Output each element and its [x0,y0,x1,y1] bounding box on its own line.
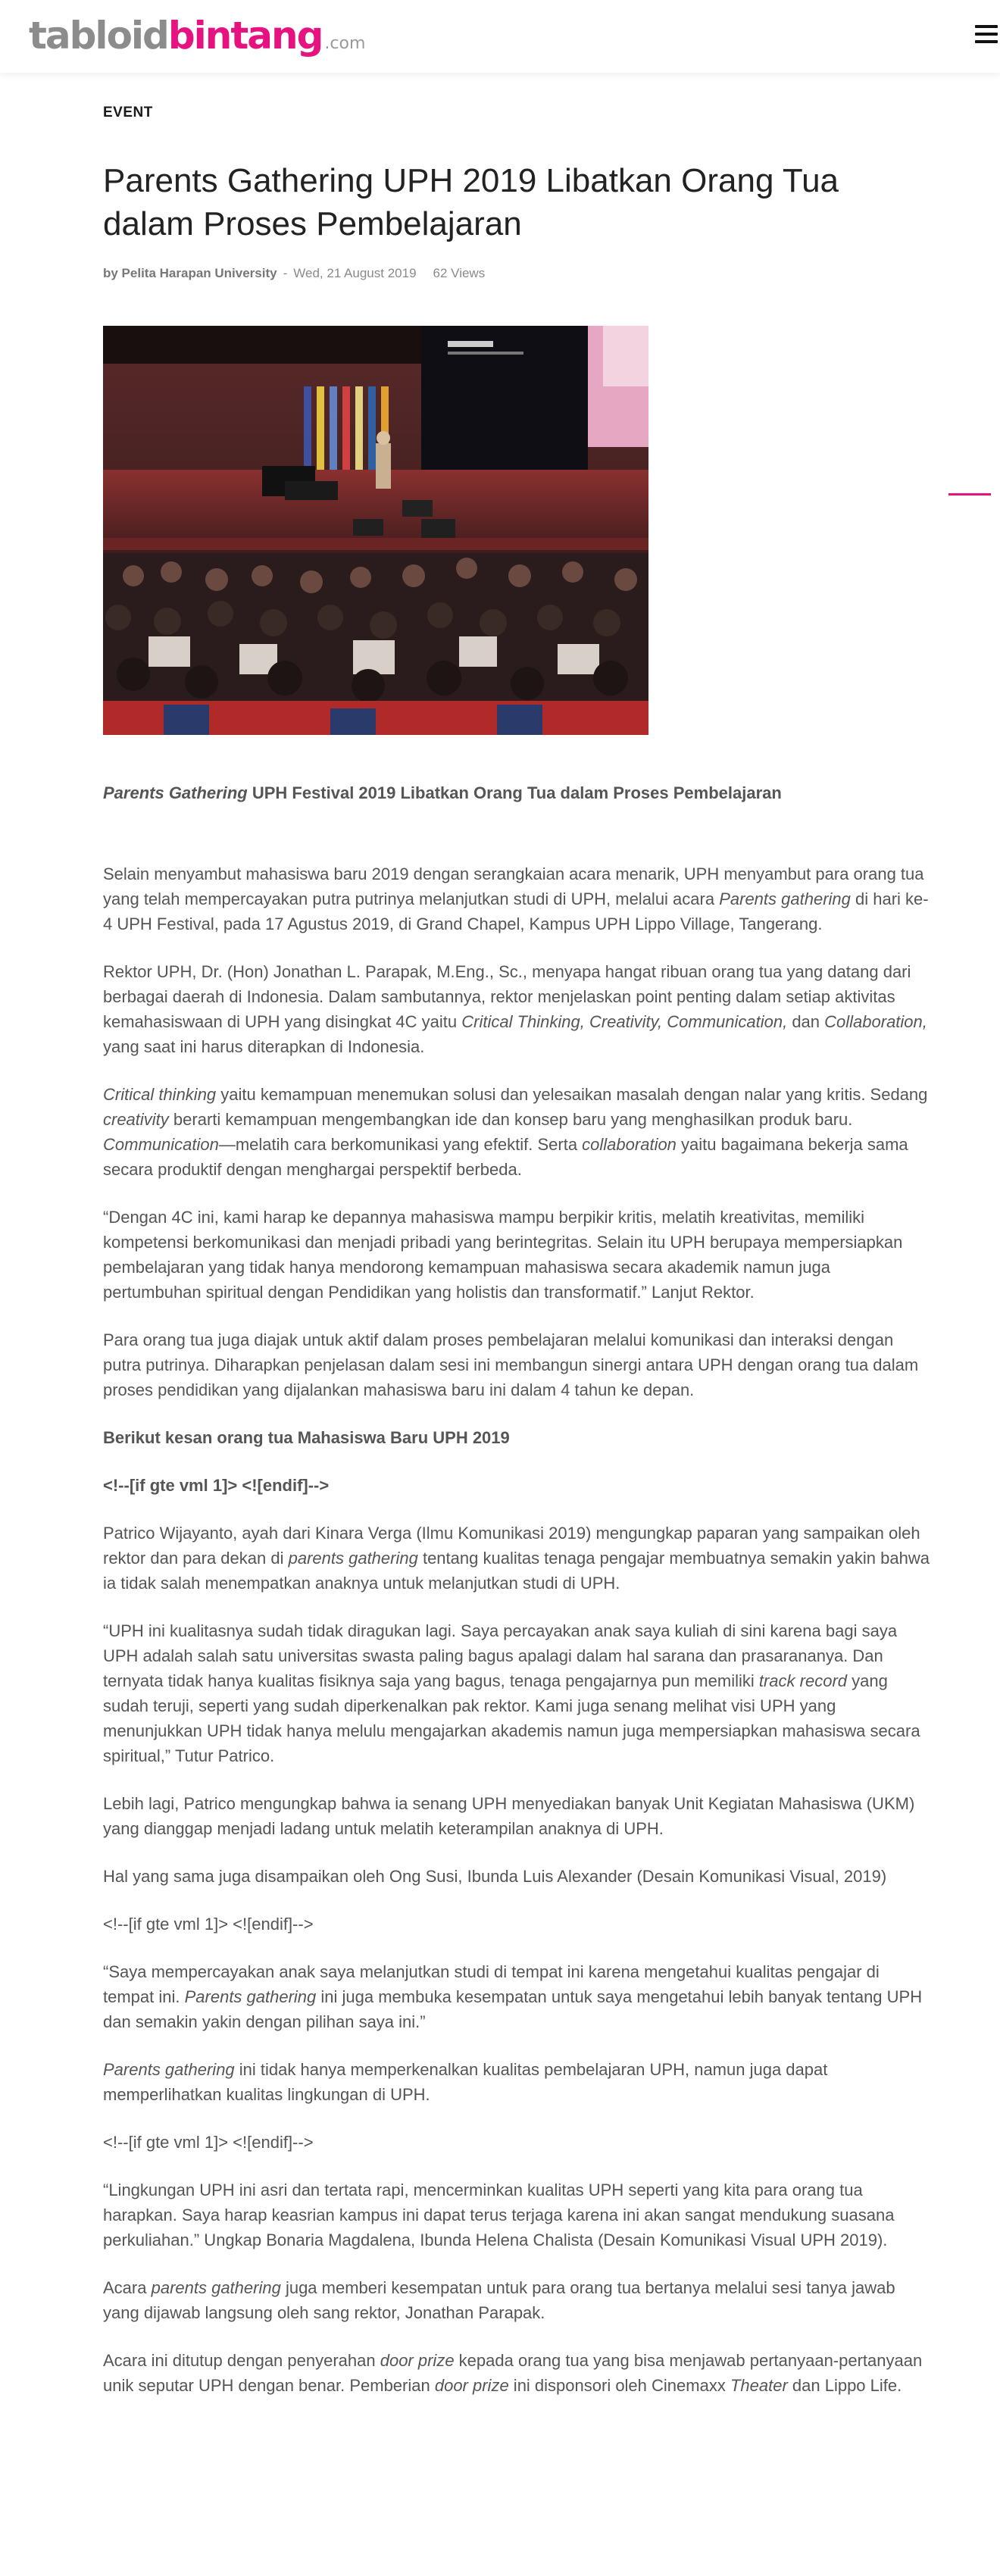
article-date: Wed, 21 August 2019 [293,266,417,280]
paragraph-text-run: kepada orang tua yang bisa menjawab pertanyaan-pertanyaan unik seputar UPH dengan benar. Pemberian [103,2351,923,2395]
site-logo[interactable] [29,14,365,59]
article-container [103,105,933,2421]
event-hall-image [103,326,648,735]
hamburger-menu-icon[interactable] [975,25,998,46]
article-paragraph [103,1959,933,2034]
article-paragraph [103,861,933,936]
article-paragraph [103,2348,933,2398]
paragraph-text-run: Rektor UPH, Dr. (Hon) Jonathan L. Parapak, M.Eng., Sc., menyapa hangat ribuan orang tua yang datang dari berbagai daerah di Indonesia. Dalam sambutannya, rektor menjelaskan point penting dalam setiap aktivitas kemahasiswaan di UPH yang disingkat 4C yaitu [103,962,911,1031]
article-category[interactable]: EVENT [103,105,153,120]
paragraph-italic-run: Communication [103,1135,219,1154]
article-paragraph [103,1791,933,1841]
paragraph-text-run: ini juga membuka kesempatan untuk saya mengetahui lebih banyak tentang UPH dan semakin yakin dengan pilihan saya ini.” [103,1987,923,2031]
article-paragraph [103,959,933,1059]
paragraph-text-run: Acara [103,2278,152,2297]
paragraph-text-run: <!--[if gte vml 1]> <![endif]--> [103,1476,330,1495]
article-paragraph [103,2177,933,2252]
paragraph-italic-run: Theater [730,2376,788,2395]
article-title: Parents Gathering UPH 2019 Libatkan Orang Tua dalam Proses Pembelajaran [103,162,839,242]
paragraph-italic-run: track record [758,1671,848,1690]
paragraph-italic-run: Critical thinking [103,1085,217,1104]
paragraph-text-run: tentang kualitas tenaga pengajar membuatnya semakin yakin bahwa ia tidak salah menempatkan anaknya untuk melanjutkan studi di UPH. [103,1549,930,1593]
paragraph-text-run: dan [787,1012,825,1031]
site-header [0,0,1000,73]
logo-text-domain: .com [324,34,366,53]
paragraph-text-run: <!--[if gte vml 1]> <![endif]--> [103,2133,314,2152]
paragraph-text-run: Lebih lagi, Patrico mengungkap bahwa ia senang UPH menyediakan banyak Unit Kegiatan Mahasiswa (UKM) yang dianggap menjadi ladang untuk melatih keterampilan anaknya di UPH. [103,1794,915,1838]
paragraph-text-run: juga memberi kesempatan untuk para orang tua bertanya melalui sesi tanya jawab yang dijawab langsung oleh sang rektor, Jonathan Parapak. [103,2278,895,2322]
meta-separator: - [283,266,288,280]
side-accent-line [948,493,991,496]
paragraph-text-run: Acara ini ditutup dengan penyerahan [103,2351,380,2370]
paragraph-italic-run: door prize [380,2351,455,2370]
paragraph-text-run: <!--[if gte vml 1]> <![endif]--> [103,1915,314,1934]
paragraph-text-run: di hari ke-4 UPH Festival, pada 17 Agustus 2019, di Grand Chapel, Kampus UPH Lippo Village, Tangerang. [103,889,929,933]
caption-italic: Parents Gathering [103,783,248,802]
logo-text-bintang: bintang [167,14,323,58]
paragraph-italic-run: Parents gathering [719,889,851,908]
paragraph-text-run: yang sudah teruji, seperti yang sudah diperkenalkan pak rektor. Kami juga senang melihat visi UPH yang menunjukkan UPH tidak hanya melulu mengajarkan akademis namun juga mempersiapkan mahasiswa secara spiritual,” Tutur Patrico. [103,1671,920,1765]
paragraph-text-run: “Lingkungan UPH ini asri dan tertata rapi, mencerminkan kualitas UPH seperti yang kita para orang tua harapkan. Saya harap keasrian kampus ini dapat terus terjaga karena ini akan sangat mendukung suasana perkuliahan.” Ungkap Bonaria Magdalena, Ibunda Helena Chalista (Desain Komunikasi Visual UPH 2019). [103,2181,895,2249]
paragraph-text-run: “UPH ini kualitasnya sudah tidak diragukan lagi. Saya percayakan anak saya kuliah di sini karena bagi saya UPH adalah salah satu universitas swasta paling bagus apalagi dalam hal sarana dan prasarananya. Dan ternyata tidak hanya kualitas fisiknya saja yang bagus, tenaga pengajarnya pun memiliki [103,1621,898,1690]
article-body [103,861,933,2398]
paragraph-text-run: ini tidak hanya memperkenalkan kualitas pembelajaran UPH, namun juga dapat memperlihatkan kualitas lingkungan di UPH. [103,2060,828,2104]
paragraph-text-run: Hal yang sama juga disampaikan oleh Ong Susi, Ibunda Luis Alexander (Desain Komunikasi Visual, 2019) [103,1867,887,1886]
article-paragraph [103,1618,933,1768]
paragraph-text-run: ini disponsori oleh Cinemaxx [508,2376,730,2395]
article-paragraph [103,2275,933,2325]
article-paragraph [103,1473,933,1498]
paragraph-text-run: Selain menyambut mahasiswa baru 2019 dengan serangkaian acara menarik, UPH menyambut para orang tua yang telah mempercayakan putra putrinya melanjutkan studi di UPH, melalui acara [103,864,924,908]
article-paragraph [103,2057,933,2107]
paragraph-italic-run: creativity [103,1110,169,1129]
logo-text-tabloid: tabloid [29,14,168,58]
article-paragraph [103,1327,933,1402]
paragraph-text-run: dan Lippo Life. [787,2376,902,2395]
paragraph-text-run: Para orang tua juga diajak untuk aktif dalam proses pembelajaran melalui komunikasi dan interaksi dengan putra putrinya. Diharapkan penjelasan dalam sesi ini membangun sinergi antara UPH dengan orang tua dalam proses pendidikan yang dijalankan mahasiswa baru ini dalam 4 tahun ke depan. [103,1330,919,1399]
paragraph-text-run: berarti kemampuan mengembangkan ide dan konsep baru yang menghasilkan produk baru. [168,1110,853,1129]
article-paragraph [103,1864,933,1889]
paragraph-italic-run: Critical Thinking, Creativity, Communication, [461,1012,788,1031]
article-paragraph [103,1521,933,1596]
article-paragraph [103,1082,933,1182]
paragraph-text-run: Berikut kesan orang tua Mahasiswa Baru UPH 2019 [103,1428,510,1447]
paragraph-text-run: yaitu kemampuan menemukan solusi dan yelesaikan masalah dengan nalar yang kritis. Sedang [216,1085,928,1104]
article-paragraph [103,1205,933,1305]
paragraph-text-run: yaitu bagaimana bekerja sama secara produktif dengan menghargai perspektif berbeda. [103,1135,908,1179]
paragraph-text-run: —melatih cara berkomunikasi yang efektif. Serta [218,1135,583,1154]
paragraph-italic-run: Parents gathering [184,1987,317,2006]
article-author[interactable]: by Pelita Harapan University [103,266,277,280]
caption-text: UPH Festival 2019 Libatkan Orang Tua dalam Proses Pembelajaran [247,783,782,802]
paragraph-text-run: yang saat ini harus diterapkan di Indonesia. [103,1037,425,1056]
paragraph-italic-run: parents gathering [288,1549,418,1568]
paragraph-text-run: Patrico Wijayanto, ayah dari Kinara Verga (Ilmu Komunikasi 2019) mengungkap paparan yang sampaikan oleh rektor dan para dekan di [103,1524,920,1568]
paragraph-italic-run: Parents gathering [103,2060,235,2079]
paragraph-italic-run: Collaboration, [824,1012,927,1031]
paragraph-italic-run: parents gathering [151,2278,281,2297]
paragraph-text-run: “Saya mempercayakan anak saya melanjutkan studi di tempat ini karena mengetahui kualitas pengajar di tempat ini. [103,1962,880,2006]
paragraph-italic-run: door prize [434,2376,509,2395]
paragraph-text-run: “Dengan 4C ini, kami harap ke depannya mahasiswa mampu berpikir kritis, melatih kreativitas, memiliki kompetensi berkomunikasi dan menjadi pribadi yang berintegritas. Selain itu UPH berupaya mempersiapkan pembelajaran yang tidak hanya mendorong kemampuan mahasiswa secara akademik namun juga pertumbuhan spiritual dengan Pendidikan yang holistis dan transformatif.” Lanjut Rektor. [103,1208,903,1302]
article-paragraph [103,1425,933,1450]
article-photo [103,326,648,735]
article-paragraph [103,1912,933,1937]
photo-caption [103,781,933,805]
article-meta [103,266,933,281]
paragraph-italic-run: collaboration [582,1135,677,1154]
article-views: 62 Views [433,266,486,280]
article-paragraph [103,2130,933,2155]
